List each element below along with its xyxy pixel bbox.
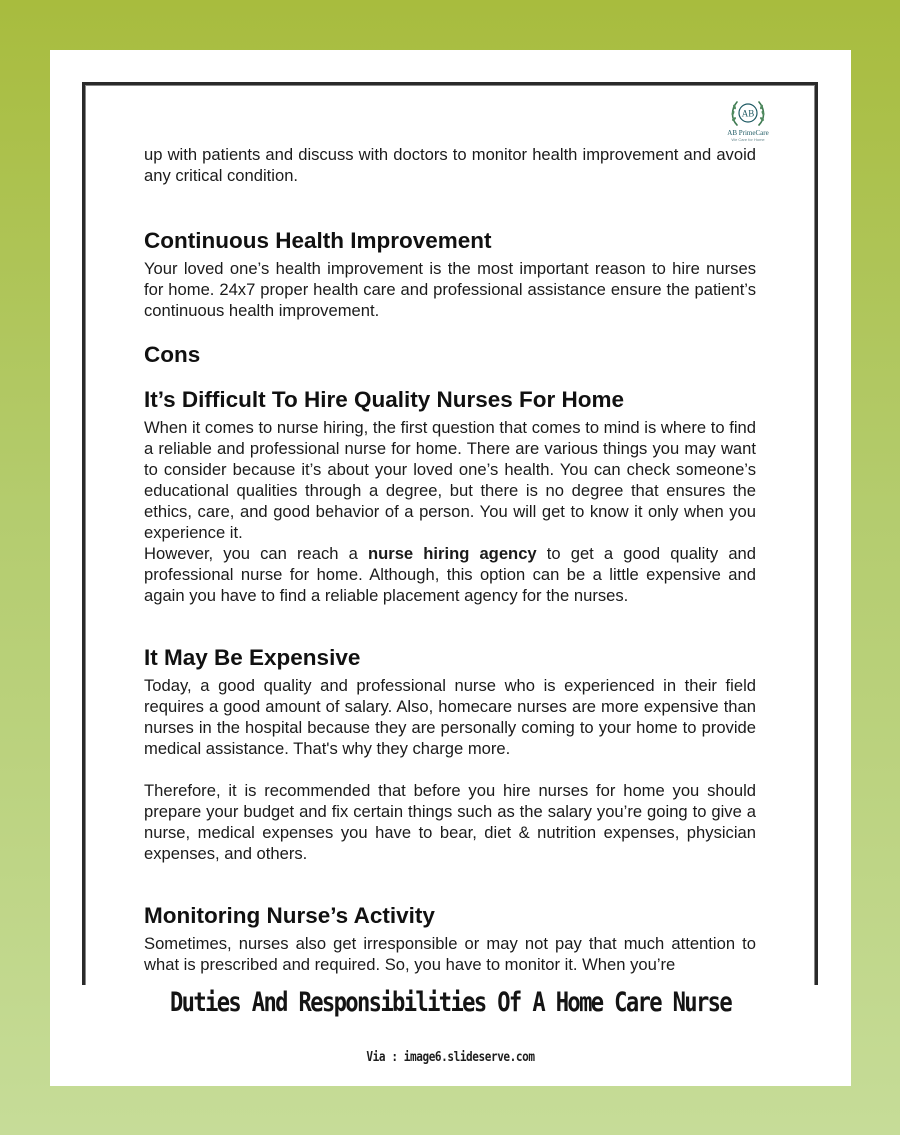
paragraph-continuous-health-improvement: Your loved one’s health improvement is the most important reason to hire nurses for home. 24x7 proper health care and professional assistance ensure the patient’s continuous health improvement.: [144, 259, 756, 320]
page-title: Duties And Responsibilities Of A Home Care Nurse: [169, 987, 732, 1018]
document-body: [144, 144, 756, 975]
paragraph-may-be-expensive: Today, a good quality and professional nurse who is experienced in their field requires a good amount of salary. Also, homecare nurses are more expensive than nurses in the hospital because they are personally coming to your home to provide medical assistance. That's why they charge more.: [144, 676, 756, 758]
paragraph-budget: Therefore, it is recommended that before you hire nurses for home you should prepare your budget and fix certain things such as the salary you’re going to give a nurse, medical expenses you have to bear, diet & nutrition expenses, physician expenses, and others.: [144, 781, 756, 863]
heading-cons: Cons: [144, 342, 201, 367]
image-source: Via : image6.slideserve.com: [366, 1050, 535, 1065]
logo-name: AB PrimeCare: [727, 129, 769, 137]
document-preview: [82, 82, 818, 985]
heading-difficult-to-hire: It’s Difficult To Hire Quality Nurses For Home: [144, 387, 625, 412]
intro-paragraph: up with patients and discuss with doctors to monitor health improvement and avoid any critical condition.: [144, 145, 756, 185]
paragraph-difficult-to-hire: When it comes to nurse hiring, the first question that comes to mind is where to find a reliable and professional nurse for home. There are various things you may want to consider because it’s about your loved one’s health. You can check someone’s educational qualities through a degree, but there is no degree that ensures the ethics, care, and good behavior of a person. You will get to know it only when you experience it.: [144, 418, 756, 542]
nurse-hiring-agency-bold: nurse hiring agency: [367, 544, 537, 563]
heading-continuous-health-improvement: Continuous Health Improvement: [144, 228, 492, 253]
heading-may-be-expensive: It May Be Expensive: [144, 645, 361, 670]
paragraph-nurse-hiring-agency: [144, 543, 756, 606]
logo-initials: AB: [741, 108, 755, 119]
agency-text-after: to get a good quality and professional nurse for home. Although, this option can be a little expensive and again you have to find a reliable placement agency for the nurses.: [144, 544, 757, 605]
company-logo: [715, 97, 781, 147]
paragraph-monitoring-activity: Sometimes, nurses also get irresponsible or may not pay that much attention to what is prescribed and required. So, you have to monitor it. When you’re: [144, 934, 756, 974]
laurel-wreath-icon: [728, 97, 768, 129]
logo-tagline: We Care for Home: [731, 137, 765, 142]
agency-text-before: However, you can reach a: [144, 544, 368, 563]
content-card: [50, 50, 851, 1086]
heading-monitoring-activity: Monitoring Nurse’s Activity: [144, 903, 435, 928]
